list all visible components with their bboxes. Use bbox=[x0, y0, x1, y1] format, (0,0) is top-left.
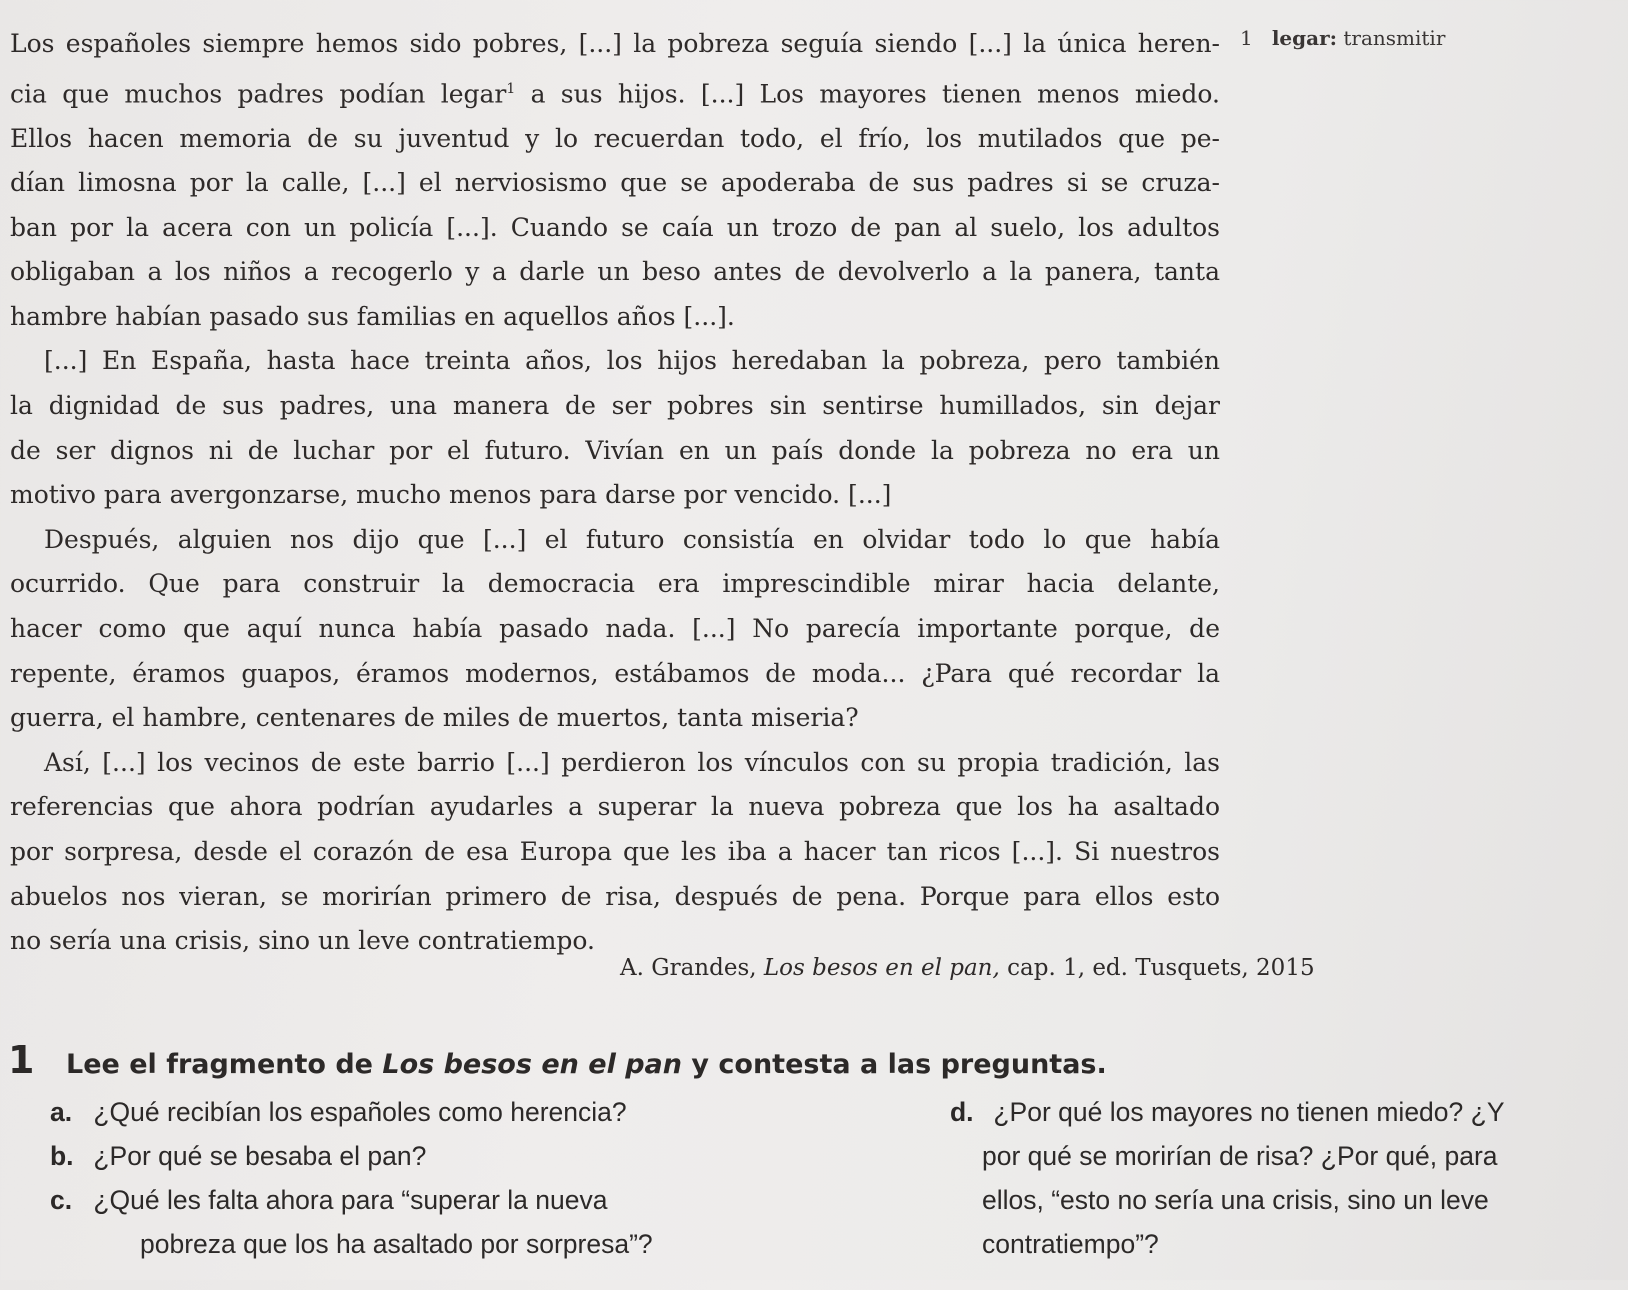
passage-line: guerra, el hambre, centenares de miles de muertos, tanta miseria? bbox=[10, 703, 859, 733]
question-column-right bbox=[950, 1090, 1628, 1266]
citation-author: A. Grandes, bbox=[620, 955, 757, 981]
question-letter: c. bbox=[50, 1185, 73, 1215]
question-d bbox=[950, 1090, 1628, 1134]
passage-line: la dignidad de sus padres, una manera de ser pobres sin sentirse humillados, sin dejar bbox=[10, 391, 1220, 421]
question-column-left bbox=[50, 1090, 830, 1266]
passage-fragment: cia que muchos padres podían legar bbox=[10, 78, 507, 108]
footnote-marker: 1 bbox=[506, 80, 516, 97]
question-list bbox=[8, 1090, 1618, 1290]
question-text: ¿Qué recibían los españoles como herencia? bbox=[93, 1097, 627, 1127]
passage-line: [...] En España, hasta hace treinta años, los hijos heredaban la pobreza, pero también bbox=[44, 346, 1220, 376]
question-b bbox=[50, 1134, 830, 1178]
citation bbox=[620, 955, 1315, 981]
citation-work: Los besos en el pan, bbox=[763, 955, 1000, 981]
exercise-title-start: Lee el fragmento de bbox=[66, 1049, 373, 1080]
passage-fragment: a sus hijos. [...] Los mayores tienen menos miedo. bbox=[515, 78, 1220, 108]
question-letter: d. bbox=[950, 1097, 974, 1127]
question-d-cont: ellos, “esto no sería una crisis, sino un leve bbox=[982, 1185, 1489, 1215]
question-letter: b. bbox=[50, 1141, 74, 1171]
footnote-number: 1 bbox=[1240, 26, 1253, 50]
passage-line: abuelos nos vieran, se morirían primero de risa, después de pena. Porque para ellos esto bbox=[10, 881, 1220, 911]
question-c-cont: pobreza que los ha asaltado por sorpresa”? bbox=[140, 1229, 653, 1259]
passage-line: Ellos hacen memoria de su juventud y lo recuerdan todo, el frío, los mutilados que pe- bbox=[10, 123, 1220, 153]
footnote-definition: transmitir bbox=[1343, 26, 1446, 50]
footnote bbox=[1240, 26, 1445, 50]
literary-passage bbox=[10, 22, 1220, 964]
passage-line: hambre habían pasado sus familias en aquellos años [...]. bbox=[10, 301, 735, 331]
passage-line: dían limosna por la calle, [...] el nerviosismo que se apoderaba de sus padres si se cruza- bbox=[10, 168, 1220, 198]
question-text: ¿Por qué se besaba el pan? bbox=[93, 1141, 427, 1171]
passage-line: ban por la acera con un policía [...]. Cuando se caía un trozo de pan al suelo, los adultos bbox=[10, 212, 1220, 242]
passage-line: Así, [...] los vecinos de este barrio [...] perdieron los vínculos con su propia tradición, las bbox=[44, 747, 1220, 777]
question-text: ¿Por qué los mayores no tienen miedo? ¿Y bbox=[993, 1097, 1505, 1127]
passage-line: motivo para avergonzarse, mucho menos para darse por vencido. [...] bbox=[10, 480, 892, 510]
exercise-heading bbox=[8, 1038, 1618, 1082]
passage-line: por sorpresa, desde el corazón de esa Europa que les iba a hacer tan ricos [...]. Si nuestros bbox=[10, 837, 1220, 867]
exercise-title bbox=[66, 1049, 1107, 1080]
question-a bbox=[50, 1090, 830, 1134]
question-d-cont: por qué se morirían de risa? ¿Por qué, para bbox=[982, 1141, 1498, 1171]
exercise-title-end: y contesta a las preguntas. bbox=[691, 1049, 1107, 1080]
question-c bbox=[50, 1178, 830, 1222]
footnote-term: legar: bbox=[1271, 26, 1337, 50]
passage-line bbox=[10, 67, 1220, 117]
passage-line: hacer como que aquí nunca había pasado nada. [...] No parecía importante porque, de bbox=[10, 614, 1220, 644]
passage-line: ocurrido. Que para construir la democracia era imprescindible mirar hacia delante, bbox=[10, 569, 1220, 599]
passage-line: Después, alguien nos dijo que [...] el futuro consistía en olvidar todo lo que había bbox=[44, 524, 1220, 554]
exercise-title-work: Los besos en el pan bbox=[382, 1049, 682, 1080]
exercise-number: 1 bbox=[8, 1038, 35, 1082]
citation-details: cap. 1, ed. Tusquets, 2015 bbox=[1007, 955, 1315, 981]
exercise bbox=[8, 1038, 1618, 1290]
passage-line: repente, éramos guapos, éramos modernos, estábamos de moda... ¿Para qué recordar la bbox=[10, 658, 1220, 688]
passage-line: no sería una crisis, sino un leve contratiempo. bbox=[10, 926, 595, 956]
passage-line: de ser dignos ni de luchar por el futuro. Vivían en un país donde la pobreza no era un bbox=[10, 435, 1220, 465]
question-d-cont: contratiempo”? bbox=[982, 1229, 1159, 1259]
passage-line: referencias que ahora podrían ayudarles a superar la nueva pobreza que los ha asaltado bbox=[10, 792, 1220, 822]
passage-line: Los españoles siempre hemos sido pobres, [...] la pobreza seguía siendo [...] la única heren- bbox=[10, 29, 1220, 58]
passage-line: obligaban a los niños a recogerlo y a darle un beso antes de devolverlo a la panera, tanta bbox=[10, 257, 1220, 287]
question-letter: a. bbox=[50, 1097, 73, 1127]
question-text: ¿Qué les falta ahora para “superar la nueva bbox=[93, 1185, 608, 1215]
